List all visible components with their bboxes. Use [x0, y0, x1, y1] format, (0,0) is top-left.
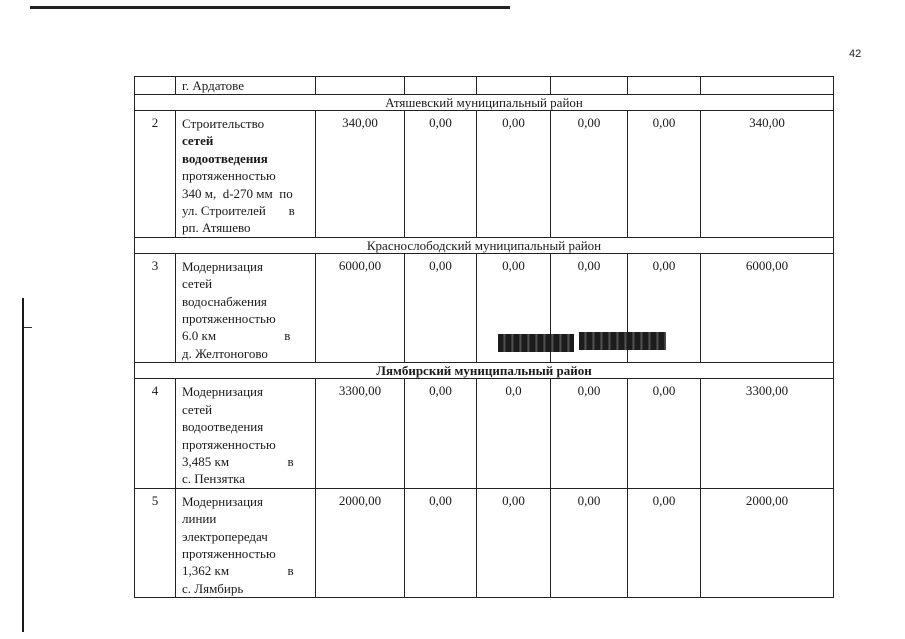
redaction-mark	[498, 334, 574, 352]
value-cell: 0,00	[628, 379, 701, 488]
redaction-mark	[579, 332, 666, 350]
table-row	[135, 77, 834, 95]
row-description: Модернизация сетей водоснабжения протяженностью 6.0 км в д. Желтоногово	[176, 253, 316, 362]
num-cell	[135, 77, 176, 95]
scan-edge-left	[22, 298, 24, 632]
row-number: 2	[135, 111, 176, 238]
value-cell: 0,00	[405, 253, 477, 362]
location-cell: г. Ардатове	[176, 77, 316, 95]
scan-mark	[24, 327, 32, 328]
value-cell: 6000,00	[316, 253, 405, 362]
value-cell: 0,00	[628, 253, 701, 362]
section-row	[135, 95, 834, 111]
value-cell: 3300,00	[316, 379, 405, 488]
value-cell: 6000,00	[701, 253, 834, 362]
section-title: Краснослободский муниципальный район	[135, 237, 834, 253]
value-cell: 0,0	[477, 379, 551, 488]
value-cell: 340,00	[316, 111, 405, 238]
value-cell: 3300,00	[701, 379, 834, 488]
value-cell: 0,00	[405, 488, 477, 597]
table-row	[135, 111, 834, 238]
value-cell: 0,00	[551, 488, 628, 597]
value-cell: 0,00	[628, 111, 701, 238]
section-title: Лямбирский муниципальный район	[135, 363, 834, 379]
value-cell: 0,00	[477, 488, 551, 597]
row-number: 5	[135, 488, 176, 597]
table-row	[135, 379, 834, 488]
row-description: Модернизация линии электропередач протяженностью 1,362 км в с. Лямбирь	[176, 488, 316, 597]
value-cell: 0,00	[551, 379, 628, 488]
value-cell: 0,00	[477, 111, 551, 238]
table-row	[135, 488, 834, 597]
row-number: 4	[135, 379, 176, 488]
table-row	[135, 253, 834, 362]
value-cell: 0,00	[477, 253, 551, 362]
row-number: 3	[135, 253, 176, 362]
value-cell: 2000,00	[701, 488, 834, 597]
value-cell: 0,00	[551, 253, 628, 362]
value-cell: 0,00	[405, 111, 477, 238]
value-cell: 2000,00	[316, 488, 405, 597]
row-description: Модернизация сетей водоотведения протяженностью 3,485 км в с. Пензятка	[176, 379, 316, 488]
row-description: Строительство сетей водоотведения протяженностью 340 м, d-270 мм по ул. Строителей в рп. Атяшево	[176, 111, 316, 238]
page-number: 42	[849, 48, 862, 60]
funding-table	[134, 76, 834, 598]
section-row	[135, 237, 834, 253]
value-cell: 340,00	[701, 111, 834, 238]
value-cell: 0,00	[628, 488, 701, 597]
value-cell: 0,00	[405, 379, 477, 488]
section-title: Атяшевский муниципальный район	[135, 95, 834, 111]
value-cell: 0,00	[551, 111, 628, 238]
scan-edge-top	[30, 6, 510, 9]
section-row	[135, 363, 834, 379]
